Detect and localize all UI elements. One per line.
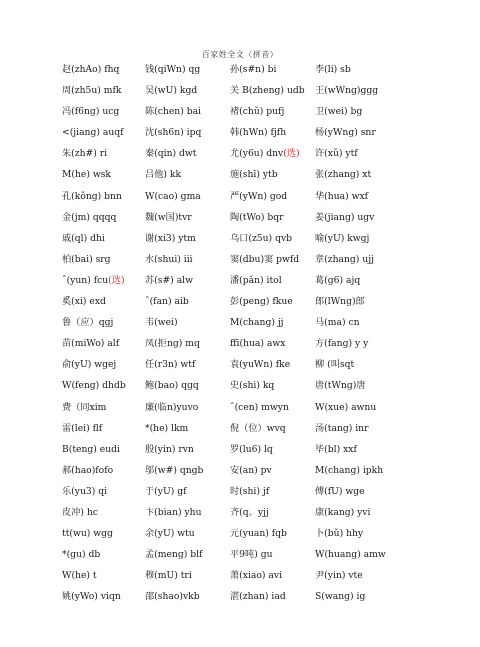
surname-entry: 沈(sh6n) ipq bbox=[145, 127, 202, 139]
surname-entry: 褚(chǔ) pufj bbox=[230, 106, 285, 118]
selection-mark: (选) bbox=[283, 148, 300, 160]
surname-entry: 钱(qiWn) qg bbox=[145, 64, 201, 75]
surname-entry: 姜(jiang) ugv bbox=[315, 211, 375, 223]
surname-entry: 杨(yWng) snr bbox=[315, 127, 376, 139]
surname-entry: 倪（位）wvq bbox=[230, 422, 286, 434]
surname-entry: 齐(q。yjj bbox=[230, 506, 269, 518]
surname-entry: 湛(zhan) iad bbox=[230, 591, 286, 603]
surname-entry: M(he) wsk bbox=[62, 169, 111, 181]
surname-entry: 殷(yin) rvn bbox=[145, 443, 194, 455]
surname-entry: 孙(s#n) bi bbox=[230, 64, 277, 75]
surname-entry: 卫(wei) bg bbox=[315, 106, 363, 118]
surname-entry: tt(wu) wgg bbox=[62, 528, 113, 540]
surname-entry: 穆(mU) tri bbox=[145, 570, 192, 582]
surname-entry: 戚(ql) dhi bbox=[62, 232, 105, 244]
surname-entry: 平9吨) gu bbox=[230, 549, 273, 561]
surname-entry: 关 B(zheng) udb bbox=[230, 85, 305, 97]
surname-entry: 韩(hWn) fjfh bbox=[230, 127, 287, 139]
surname-entry: 萧(xiao) avi bbox=[230, 570, 283, 582]
surname-entry: ˆ(fan) aib bbox=[145, 296, 189, 308]
surname-entry: 于(yU) gf bbox=[145, 485, 187, 497]
surname-entry: 苏(s#) alw bbox=[145, 274, 193, 286]
surname-entry: M(chang) jj bbox=[230, 317, 284, 329]
surname-entry: 孔(kǒng) bnn bbox=[62, 190, 122, 202]
surname-entry: 华(hua) wxf bbox=[315, 190, 369, 202]
surname-entry: 乐(yu3) qi bbox=[62, 485, 108, 497]
surname-entry: 余(yU) wtu bbox=[145, 528, 195, 540]
page-title: 百家姓全文（拼音） bbox=[201, 50, 279, 59]
surname-entry: 陈(chen) bai bbox=[145, 106, 201, 118]
surname-entry: 卜(bǔ) hhy bbox=[315, 528, 364, 540]
surname-entry: W(feng) dhdb bbox=[62, 380, 126, 392]
surname-entry: 水(shui) iii bbox=[145, 253, 193, 265]
surname-entry: <(jiang) auqf bbox=[62, 127, 124, 139]
surname-entry: 奚(xi) exd bbox=[62, 296, 106, 308]
surname-grid bbox=[62, 59, 472, 607]
surname-entry: ˆ(yun) fcu(选) bbox=[62, 274, 125, 286]
surname-entry: 姚(yWo) viqn bbox=[62, 591, 121, 603]
surname-entry: 皮冲) hc bbox=[62, 506, 98, 518]
surname-entry: 孟(meng) blf bbox=[145, 549, 203, 561]
surname-entry: 任(r3n) wtf bbox=[145, 359, 196, 371]
surname-entry: 毕(bl) xxf bbox=[315, 443, 357, 455]
surname-entry: 施(shī) ytb bbox=[230, 169, 278, 181]
surname-entry: 苗(miWo) alf bbox=[62, 338, 120, 350]
surname-entry: 袁(yuWn) fke bbox=[230, 359, 291, 371]
surname-entry: ˆ(cen) mwyn bbox=[230, 401, 289, 413]
surname-entry: 赵(zhAo) fhq bbox=[62, 64, 120, 75]
surname-entry: 卞(bian) yhu bbox=[145, 506, 202, 518]
surname-entry: 韦(wei) bbox=[145, 317, 178, 329]
surname-entry: 谢(xi3) ytm bbox=[145, 232, 196, 244]
surname-entry: 马(ma) cn bbox=[315, 317, 360, 329]
surname-entry: W(xue) awnu bbox=[315, 401, 377, 413]
surname-entry: 唐(tWng)唐 bbox=[315, 380, 366, 392]
surname-entry: 窦(dbu)窦 pwfd bbox=[230, 253, 300, 265]
surname-entry: 史(shi) kq bbox=[230, 380, 275, 392]
surname-entry: 凤(拒ng) mq bbox=[145, 338, 200, 350]
surname-entry: *(gu) db bbox=[62, 549, 101, 561]
surname-entry: 章(zhang) ujj bbox=[315, 253, 374, 265]
surname-entry: W(cao) gma bbox=[145, 190, 201, 202]
surname-entry: 王(wWng)ggg bbox=[315, 85, 379, 97]
surname-entry: 郝(hao)fofo bbox=[62, 464, 114, 476]
surname-entry: 严(yWn) god bbox=[230, 190, 288, 202]
surname-entry: 郎(lWng)郎 bbox=[315, 296, 365, 308]
surname-entry: 葛(g6) ajq bbox=[315, 274, 361, 286]
surname-entry: 喻(yU) kwgj bbox=[315, 232, 370, 244]
surname-entry: 方(fang) y y bbox=[315, 338, 369, 350]
surname-entry: 费（同xim bbox=[62, 401, 107, 413]
surname-entry: 潘(pǎn) itol bbox=[230, 274, 282, 286]
surname-entry: M(chang) ipkh bbox=[315, 464, 384, 476]
surname-entry: 元(yuan) fqb bbox=[230, 528, 287, 540]
surname-entry: 柳 (叫sqt bbox=[315, 359, 355, 371]
surname-entry: 鲍(bao) qgq bbox=[145, 380, 199, 392]
surname-entry: 冯(f6ng) ucg bbox=[62, 106, 120, 118]
surname-entry: 柏(bai) srg bbox=[62, 253, 111, 265]
surname-entry: 邵(shao)vkb bbox=[145, 591, 200, 603]
surname-entry: W(huang) amw bbox=[315, 549, 386, 561]
surname-entry: 彭(peng) fkue bbox=[230, 296, 293, 308]
surname-entry: 安(an) pv bbox=[230, 464, 272, 476]
surname-entry: 金(jm) qqqq bbox=[62, 211, 117, 223]
surname-entry: 吴(wU) kgd bbox=[145, 85, 198, 97]
surname-entry: W(he) t bbox=[62, 570, 97, 582]
surname-entry: 汤(tang) inr bbox=[315, 422, 369, 434]
surname-entry: S(wang) ig bbox=[315, 591, 366, 603]
surname-entry: 时(shi) jf bbox=[230, 485, 270, 497]
surname-entry: 尤(y6u) dnv(选) bbox=[230, 148, 300, 160]
surname-entry: 吕他) kk bbox=[145, 169, 182, 181]
surname-entry: 张(zhang) xt bbox=[315, 169, 372, 181]
surname-entry: 罗(lu6) lq bbox=[230, 443, 273, 455]
surname-entry: ffi(hua) awx bbox=[230, 338, 286, 350]
surname-entry: 秦(qin) dwt bbox=[145, 148, 197, 160]
surname-entry: 尹(yin) vte bbox=[315, 570, 363, 582]
surname-entry: 周(zh5u) mfk bbox=[62, 85, 122, 97]
selection-mark: (选) bbox=[108, 274, 125, 286]
surname-entry: 李(li) sb bbox=[315, 64, 351, 75]
surname-entry: 乌口(z5u) qvb bbox=[230, 232, 293, 244]
surname-entry: 廉(临n)yuvo bbox=[145, 401, 199, 413]
surname-entry: *(he) lkm bbox=[145, 422, 189, 434]
surname-entry: 陶(tWo) bqr bbox=[230, 211, 284, 223]
surname-entry: 许(xǔ) ytf bbox=[315, 148, 358, 160]
surname-entry: 康(kang) yvi bbox=[315, 506, 371, 518]
surname-entry: 鲁（应）qgj bbox=[62, 317, 114, 329]
surname-entry: 傅(fU) wge bbox=[315, 485, 365, 497]
surname-entry: 邬(w#) qngb bbox=[145, 464, 204, 476]
surname-entry: 俞(yU) wgej bbox=[62, 359, 117, 371]
surname-entry: 魏(w国)tvr bbox=[145, 211, 192, 223]
surname-entry: 朱(zh#) ri bbox=[62, 148, 108, 160]
surname-entry: B(teng) eudi bbox=[62, 443, 120, 455]
surname-entry: 雷(lei) flf bbox=[62, 422, 103, 434]
